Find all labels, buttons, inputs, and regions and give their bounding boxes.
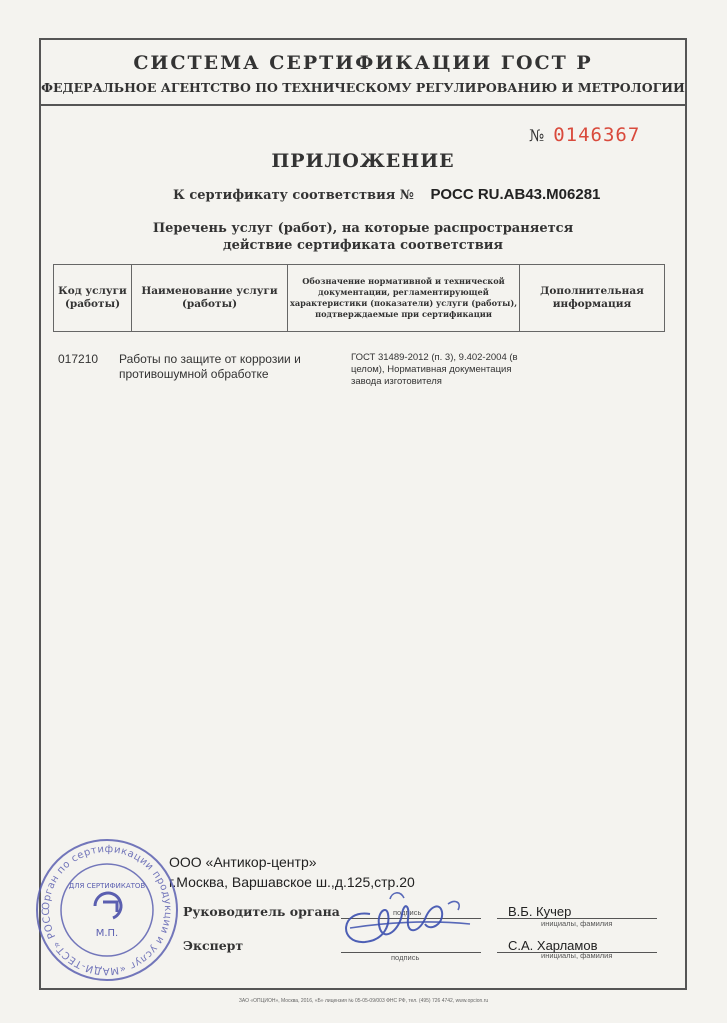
header-code: Код услуги (работы) [54,265,132,331]
expert-name-caption: инициалы, фамилия [541,951,613,960]
stamp-center-text: М.П. [95,928,119,939]
head-signature-caption: подпись [393,908,422,917]
subtitle-line-2: действие сертификата соответствия [222,238,504,253]
certificate-label: К сертификату соответствия № [173,188,414,203]
page-title: ПРИЛОЖЕНИЕ [271,150,455,172]
service-code: 017210 [58,352,99,366]
system-title: СИСТЕМА СЕРТИФИКАЦИИ ГОСТ Р [133,52,593,74]
expert-signature-caption: подпись [391,953,420,962]
header-band [41,40,685,106]
stamp-inner-text: ДЛЯ СЕРТИФИКАТОВ [68,882,146,890]
agency-title: ФЕДЕРАЛЬНОЕ АГЕНТСТВО ПО ТЕХНИЧЕСКОМУ РЕГУЛИРОВАНИЮ И МЕТРОЛОГИИ [41,80,685,95]
organization-name: ООО «Антикор-центр» [169,854,317,870]
certificate-number: РОСС RU.АВ43.М06281 [430,186,601,203]
handwritten-signature [330,884,480,958]
expert-name: С.А. Харламов [508,938,598,953]
head-name-caption: инициалы, фамилия [541,919,613,928]
form-number-value: 0146367 [553,124,641,146]
certificate-reference [173,186,600,203]
header-service-name: Наименование услуги (работы) [132,265,288,331]
head-name: В.Б. Кучер [508,904,572,919]
expert-label: Эксперт [183,938,244,953]
service-docs: ГОСТ 31489-2012 (п. 3), 9.402-2004 (в целом), Нормативная документация завода изготовителя [351,352,518,387]
service-name: Работы по защите от коррозии и противошумной обработке [119,352,301,381]
form-number [529,124,640,146]
table-header [53,264,665,332]
organization-address: г.Москва, Варшавское ш.,д.125,стр.20 [169,874,415,890]
seal-stamp [33,836,181,988]
header-documentation: Обозначение нормативной и технической документации, регламентирующей характеристики (показатели) услуги (работы), подтверждаемые при сертификации [288,265,520,331]
head-label: Руководитель органа [183,904,340,919]
subtitle-line-1: Перечень услуг (работ), на которые распространяется [152,221,574,236]
header-additional-info: Дополнительная информация [540,285,644,310]
stamp-outer-text: Орган по сертификации продукции и услуг «МАДИ-ТЕСТ» РОСС [40,843,174,977]
number-sign: № [529,126,545,145]
subtitle [41,220,685,254]
footer-imprint: ЗАО «ОПЦИОН», Москва, 2016, «Б» лицензия № 05-05-09/003 ФНС РФ, тел. (495) 726 4742, www.opcion.ru [238,998,489,1004]
